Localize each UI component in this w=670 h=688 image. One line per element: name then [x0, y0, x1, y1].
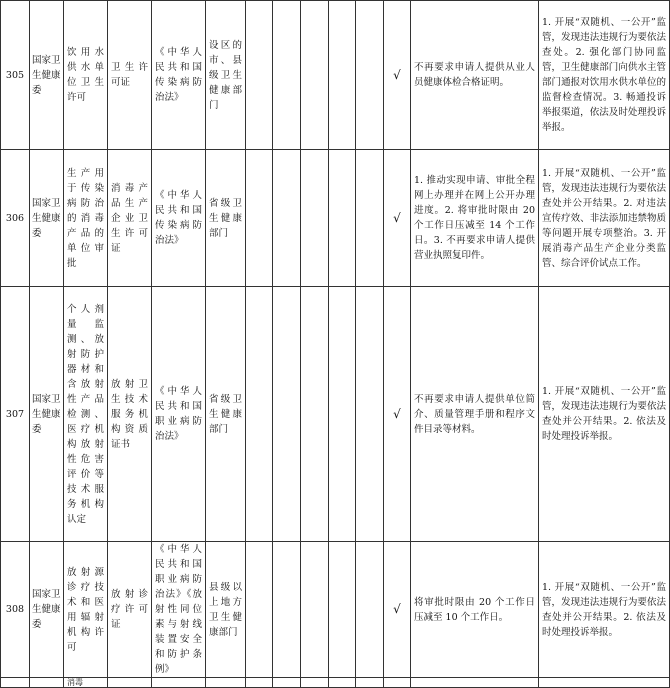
empty-cell — [273, 287, 301, 542]
department-cell — [30, 678, 64, 688]
table-row — [1, 1, 670, 150]
empty-cell — [273, 150, 301, 287]
row-number — [1, 678, 30, 688]
empty-cell — [329, 678, 356, 688]
empty-cell — [329, 150, 356, 287]
empty-cell — [273, 542, 301, 678]
table-row — [1, 287, 670, 542]
department-cell: 国家卫生健康委 — [30, 287, 64, 542]
empty-cell — [246, 1, 273, 150]
empty-cell — [356, 150, 384, 287]
department-cell: 国家卫生健康委 — [30, 150, 64, 287]
empty-cell — [356, 542, 384, 678]
department-cell: 国家卫生健康委 — [30, 1, 64, 150]
empty-cell — [329, 542, 356, 678]
table-row — [1, 678, 670, 688]
row-number: 305 — [1, 1, 30, 150]
table-row — [1, 150, 670, 287]
reform-measures-cell: 不再要求申请人提供单位简介、质量管理手册和程序文件目录等材料。 — [411, 287, 539, 542]
empty-cell — [356, 1, 384, 150]
legal-basis-cell — [152, 678, 206, 688]
reform-measures-cell: 不再要求申请人提供从业人员健康体检合格证明。 — [411, 1, 539, 150]
supervision-measures-cell: 1. 开展“双随机、一公开”监管，发现违法违规行为要依法查处并公开结果。2. 对违法宣传疗效、非法添加违禁物质等问题开展专项整治。3. 开展消毒产品生产企业分类监管、综合评价试点工作。 — [539, 150, 670, 287]
empty-cell — [329, 1, 356, 150]
approval-level-cell — [206, 678, 246, 688]
legal-basis-cell: 《中华人民共和国传染病防治法》 — [152, 150, 206, 287]
supervision-measures-cell — [539, 678, 670, 688]
supervision-measures-cell: 1. 开展“双随机、一公开”监管，发现违法违规行为要依法查处。2. 强化部门协同监管，卫生健康部门向供水主管部门通报对饮用水供水单位的监督检查情况。3. 畅通投诉举报渠道，依法及时处理投诉举报。 — [539, 1, 670, 150]
license-cell: 卫生许可证 — [108, 1, 152, 150]
reform-measures-cell: 将审批时限由 20 个工作日压减至 10 个工作日。 — [411, 542, 539, 678]
item-name-cell: 消毒 — [64, 678, 108, 688]
empty-cell — [301, 678, 329, 688]
check-mark: √ — [384, 287, 411, 542]
check-mark: √ — [384, 1, 411, 150]
empty-cell — [246, 287, 273, 542]
item-name-cell: 个人剂量监测、放射防护器材和含放射性产品检测、医疗机构放射性危害评价等技术服务机构认定 — [64, 287, 108, 542]
license-cell: 放射诊疗许可证 — [108, 542, 152, 678]
table-row — [1, 542, 670, 678]
empty-cell — [301, 542, 329, 678]
empty-cell — [273, 678, 301, 688]
empty-cell — [246, 542, 273, 678]
approval-level-cell: 设区的市、县级卫生健康部门 — [206, 1, 246, 150]
department-cell: 国家卫生健康委 — [30, 542, 64, 678]
empty-cell — [356, 678, 384, 688]
check-mark — [384, 678, 411, 688]
legal-basis-cell: 《中华人民共和国职业病防治法》 — [152, 287, 206, 542]
supervision-measures-cell: 1. 开展“双随机、一公开”监管，发现违法违规行为要依法查处并公开结果。2. 依法及时处理投诉举报。 — [539, 287, 670, 542]
item-name-cell: 生产用于传染病防治的消毒产品的单位审批 — [64, 150, 108, 287]
license-cell: 放射卫生技术服务机构资质证书 — [108, 287, 152, 542]
check-mark: √ — [384, 542, 411, 678]
row-number: 308 — [1, 542, 30, 678]
row-number: 306 — [1, 150, 30, 287]
approval-level-cell: 省级卫生健康部门 — [206, 287, 246, 542]
supervision-measures-cell: 1. 开展“双随机、一公开”监管，发现违法违规行为要依法查处并公开结果。2. 依法及时处理投诉举报。 — [539, 542, 670, 678]
empty-cell — [273, 1, 301, 150]
row-number: 307 — [1, 287, 30, 542]
empty-cell — [246, 150, 273, 287]
item-name-cell: 放射源诊疗技术和医用辐射机构许可 — [64, 542, 108, 678]
empty-cell — [301, 1, 329, 150]
legal-basis-cell: 《中华人民共和国传染病防治法》 — [152, 1, 206, 150]
approval-level-cell: 省级卫生健康部门 — [206, 150, 246, 287]
empty-cell — [246, 678, 273, 688]
approval-level-cell: 县级以上地方卫生健康部门 — [206, 542, 246, 678]
empty-cell — [356, 287, 384, 542]
empty-cell — [329, 287, 356, 542]
license-cell — [108, 678, 152, 688]
legal-basis-cell: 《中华人民共和国职业病防治法》《放射性同位素与射线装置安全和防护条例》 — [152, 542, 206, 678]
empty-cell — [301, 150, 329, 287]
empty-cell — [301, 287, 329, 542]
license-cell: 消毒产品生产企业卫生许可证 — [108, 150, 152, 287]
check-mark: √ — [384, 150, 411, 287]
reform-measures-cell: 1. 推动实现申请、审批全程网上办理并在网上公开办理进度。2. 将审批时限由 20 个工作日压减至 14 个工作日。3. 不再要求申请人提供营业执照复印件。 — [411, 150, 539, 287]
item-name-cell: 饮用水供水单位卫生许可 — [64, 1, 108, 150]
reform-measures-cell — [411, 678, 539, 688]
